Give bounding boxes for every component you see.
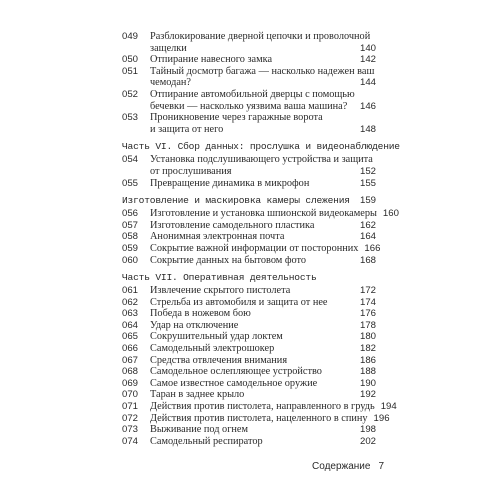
entry-title-line: Сокрушительный удар локтем [150, 331, 283, 343]
entry-title-line: Сокрытие важной информации от посторонних [150, 242, 359, 254]
entry-title [150, 308, 376, 320]
entry-title [150, 413, 390, 425]
entry-number: 067 [122, 354, 139, 366]
entry-title-line: Самодельное ослепляющее устройство [150, 366, 322, 378]
entry-title [150, 255, 376, 267]
entry-page-number: 196 [373, 412, 390, 424]
entry-title-line: Разблокирование дверной цепочки и проволочной [150, 31, 371, 42]
entry-number: 070 [122, 389, 139, 401]
entry-page-number: 152 [359, 165, 376, 177]
entry-page-number: 140 [359, 42, 376, 54]
entry-page-number: 162 [359, 219, 376, 231]
toc-entry [122, 66, 376, 89]
entry-title-line: Тайный досмотр багажа — насколько надежен ваш [150, 65, 375, 77]
toc-entry [122, 178, 376, 190]
entry-number: 073 [122, 424, 139, 436]
entry-title [150, 378, 376, 390]
entry-title-line: Самодельный электрошокер [150, 343, 275, 355]
part-page-number: 159 [359, 195, 376, 207]
entry-title-line: Сокрытие данных на бытовом фото [150, 254, 307, 266]
entry-title-line: Изготовление самодельного пластика [150, 219, 315, 231]
entry-title [150, 66, 376, 89]
entry-title-line: Извлечение скрытого пистолета [150, 285, 291, 297]
entry-title-line: Самодельный респиратор [150, 435, 263, 447]
entry-title-line: Действия против пистолета, нацеленного в спину [150, 412, 368, 424]
entry-title-line: Средства отвлечения внимания [150, 354, 288, 366]
entry-page-number: 202 [359, 435, 376, 447]
entry-page-number: 188 [359, 366, 376, 378]
entry-title-line: от прослушивания [150, 165, 232, 177]
entry-page-number: 180 [359, 331, 376, 343]
entry-number: 053 [122, 112, 139, 124]
toc-part-heading [122, 141, 400, 153]
entry-title [150, 436, 376, 448]
entry-title-line: Победа в ножевом бою [150, 308, 251, 320]
entry-title [150, 366, 376, 378]
entry-title-line: чемодан? [150, 77, 192, 89]
entry-title [150, 31, 376, 54]
footer-section-label: Содержание [312, 461, 371, 472]
entry-title [150, 320, 376, 332]
entry-title-line: защелки [150, 42, 187, 54]
entry-number: 058 [122, 231, 139, 243]
entry-number: 049 [122, 31, 139, 42]
entry-title-line: Самое известное самодельное оружие [150, 377, 318, 389]
toc-entry [122, 54, 376, 66]
entry-title [150, 89, 376, 112]
toc-entry [122, 154, 376, 177]
toc-part-heading [122, 272, 376, 284]
toc-entry [122, 208, 399, 220]
toc-entry [122, 343, 376, 355]
entry-number: 055 [122, 177, 139, 189]
entry-page-number: 186 [359, 354, 376, 366]
entry-title-line: бечевки — насколько уязвима ваша машина? [150, 100, 348, 112]
entry-page-number: 178 [359, 319, 376, 331]
entry-title [150, 112, 376, 135]
toc-entry [122, 436, 376, 448]
entry-title [150, 297, 376, 309]
entry-title [150, 331, 376, 343]
entry-page-number: 146 [359, 100, 376, 112]
entry-title [150, 343, 376, 355]
toc-entry [122, 366, 376, 378]
entry-title [150, 231, 376, 243]
entry-page-number: 172 [359, 285, 376, 297]
entry-number: 052 [122, 88, 139, 100]
entry-number: 074 [122, 435, 139, 447]
toc-entry [122, 331, 376, 343]
entry-page-number: 148 [359, 123, 376, 135]
entry-number: 060 [122, 254, 139, 266]
entry-title [150, 154, 376, 177]
entry-title-line: Действия против пистолета, направленного в грудь [150, 401, 375, 413]
entry-page-number: 194 [380, 401, 397, 413]
entry-number: 063 [122, 308, 139, 320]
entry-title [150, 424, 376, 436]
entry-title [150, 355, 376, 367]
entry-number: 072 [122, 412, 139, 424]
entry-number: 056 [122, 208, 139, 220]
entry-number: 065 [122, 331, 139, 343]
toc-entry [122, 389, 376, 401]
entry-title-line: Отпирание автомобильной дверцы с помощью [150, 88, 355, 100]
entry-number: 064 [122, 319, 139, 331]
entry-title-line: Изготовление и установка шпионской видеокамеры [150, 208, 377, 220]
toc-entry [122, 401, 397, 413]
entry-number: 051 [122, 65, 139, 77]
toc-entry [122, 89, 376, 112]
entry-title [150, 208, 399, 220]
entry-title [150, 389, 376, 401]
toc-entry [122, 220, 376, 232]
part-title: Часть VI. Сбор данных: прослушка и видеонаблюдение [122, 141, 400, 153]
entry-title [150, 54, 376, 66]
toc-entry [122, 255, 376, 267]
entry-page-number: 168 [359, 254, 376, 266]
entry-page-number: 176 [359, 308, 376, 320]
entry-page-number: 142 [359, 54, 376, 66]
entry-number: 071 [122, 401, 139, 413]
entry-number: 054 [122, 154, 139, 166]
entry-title-line: Таран в заднее крыло [150, 389, 245, 401]
entry-number: 061 [122, 285, 139, 297]
entry-page-number: 166 [364, 242, 381, 254]
toc-entry [122, 355, 376, 367]
entry-title [150, 285, 376, 297]
entry-number: 069 [122, 377, 139, 389]
entry-title-line: Стрельба из автомобиля и защита от нее [150, 296, 328, 308]
entry-title [150, 220, 376, 232]
toc-entry [122, 308, 376, 320]
page-footer [312, 461, 384, 472]
entry-page-number: 144 [359, 77, 376, 89]
entry-title [150, 401, 397, 413]
entry-number: 068 [122, 366, 139, 378]
toc-part-heading [122, 195, 376, 207]
entry-title-line: Анонимная электронная почта [150, 231, 285, 243]
part-title: Изготовление и маскировка камеры слежения [122, 195, 350, 207]
entry-title-line: Превращение динамика в микрофон [150, 177, 310, 189]
entry-page-number: 164 [359, 231, 376, 243]
entry-number: 066 [122, 343, 139, 355]
entry-title [150, 178, 376, 190]
toc-entry [122, 231, 376, 243]
toc-entry [122, 412, 390, 425]
entry-title [150, 243, 380, 255]
entry-title-line: Проникновение через гаражные ворота [150, 112, 323, 124]
entry-page-number: 155 [359, 177, 376, 189]
toc-entry [122, 320, 376, 332]
toc-entry [122, 285, 376, 297]
footer-page-number: 7 [378, 461, 385, 472]
toc-entry [122, 242, 381, 255]
part-title: Часть VII. Оперативная деятельность [122, 272, 317, 284]
entry-page-number: 160 [382, 208, 399, 220]
entry-page-number: 190 [359, 377, 376, 389]
entry-page-number: 174 [359, 296, 376, 308]
entry-title-line: Выживание под огнем [150, 424, 249, 436]
toc-entry [122, 112, 376, 135]
entry-title-line: Установка подслушивающего устройства и защита [150, 154, 373, 166]
entry-page-number: 198 [359, 424, 376, 436]
toc-entry [122, 424, 376, 436]
entry-page-number: 192 [359, 389, 376, 401]
entry-page-number: 182 [359, 343, 376, 355]
entry-number: 062 [122, 296, 139, 308]
entry-title-line: Удар на отключение [150, 319, 239, 331]
entry-title-line: Отпирание навесного замка [150, 54, 273, 66]
toc-entry [122, 378, 376, 390]
entry-number: 057 [122, 219, 139, 231]
toc-entry [122, 31, 376, 54]
entry-number: 059 [122, 242, 139, 254]
table-of-contents [122, 31, 400, 447]
entry-title-line: и защита от него [150, 123, 224, 135]
toc-entry [122, 297, 376, 309]
entry-number: 050 [122, 54, 139, 66]
